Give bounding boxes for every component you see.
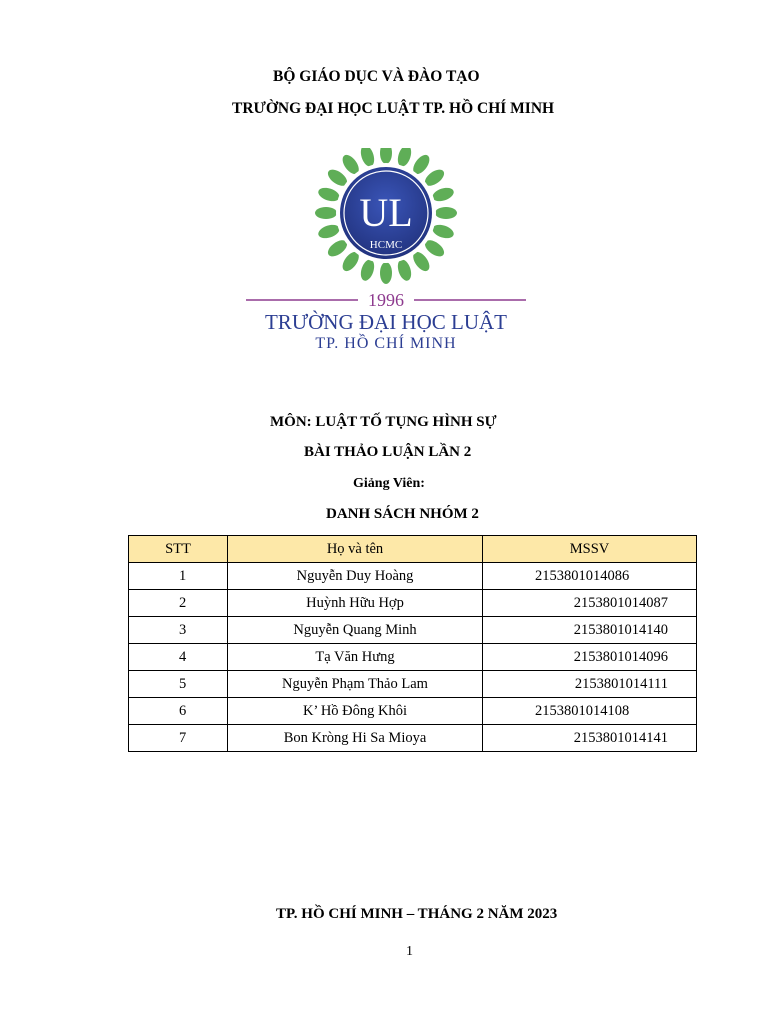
- row-student-id: 2153801014096: [483, 644, 697, 671]
- row-student-id: 2153801014086: [483, 563, 697, 590]
- lecturer-label: Giảng Viên:: [353, 476, 425, 491]
- row-stt: 4: [129, 644, 228, 671]
- row-name: Nguyễn Duy Hoàng: [228, 563, 483, 590]
- row-name: Huỳnh Hữu Hợp: [228, 590, 483, 617]
- row-student-id: 2153801014108: [483, 698, 697, 725]
- column-header-stt: STT: [129, 536, 228, 563]
- discussion-title: BÀI THẢO LUẬN LẦN 2: [304, 444, 472, 460]
- table-row: [129, 563, 697, 590]
- row-stt: 5: [129, 671, 228, 698]
- row-name: Tạ Văn Hưng: [228, 644, 483, 671]
- table-row: [129, 590, 697, 617]
- leaf-icon: [315, 207, 337, 219]
- row-stt: 7: [129, 725, 228, 752]
- row-student-id: 2153801014141: [483, 725, 697, 752]
- logo-name-line1: TRƯỜNG ĐẠI HỌC LUẬT: [264, 310, 508, 334]
- members-table: [128, 535, 697, 752]
- row-name: Nguyễn Phạm Thảo Lam: [228, 671, 483, 698]
- leaf-icon: [380, 262, 392, 284]
- page-number: 1: [406, 944, 413, 959]
- row-stt: 6: [129, 698, 228, 725]
- row-stt: 3: [129, 617, 228, 644]
- row-stt: 1: [129, 563, 228, 590]
- course-subject: MÔN: LUẬT TỐ TỤNG HÌNH SỰ: [270, 414, 497, 430]
- ministry-heading: BỘ GIÁO DỤC VÀ ĐÀO TẠO: [273, 68, 480, 85]
- logo-monogram: UL: [359, 190, 413, 235]
- row-name: Bon Kròng Hi Sa Mioya: [228, 725, 483, 752]
- logo-name-line2: TP. HỒ CHÍ MINH: [315, 335, 457, 352]
- column-header-student-id: MSSV: [483, 536, 697, 563]
- row-student-id: 2153801014087: [483, 590, 697, 617]
- row-stt: 2: [129, 590, 228, 617]
- table-row: [129, 698, 697, 725]
- row-name: K’ Hồ Đông Khôi: [228, 698, 483, 725]
- table-row: [129, 671, 697, 698]
- logo-year: 1996: [368, 290, 404, 310]
- university-logo: [236, 148, 536, 358]
- university-heading: TRƯỜNG ĐẠI HỌC LUẬT TP. HỒ CHÍ MINH: [232, 100, 555, 117]
- column-header-name: Họ và tên: [228, 536, 483, 563]
- footer-place-date: TP. HỒ CHÍ MINH – THÁNG 2 NĂM 2023: [276, 906, 558, 922]
- table-row: [129, 617, 697, 644]
- leaf-icon: [435, 207, 457, 219]
- row-student-id: 2153801014140: [483, 617, 697, 644]
- group-list-title: DANH SÁCH NHÓM 2: [326, 506, 479, 522]
- row-name: Nguyễn Quang Minh: [228, 617, 483, 644]
- row-student-id: 2153801014111: [483, 671, 697, 698]
- table-header-row: [129, 536, 697, 563]
- table-row: [129, 644, 697, 671]
- table-row: [129, 725, 697, 752]
- leaf-icon: [380, 148, 392, 164]
- logo-city-code: HCMC: [369, 239, 403, 251]
